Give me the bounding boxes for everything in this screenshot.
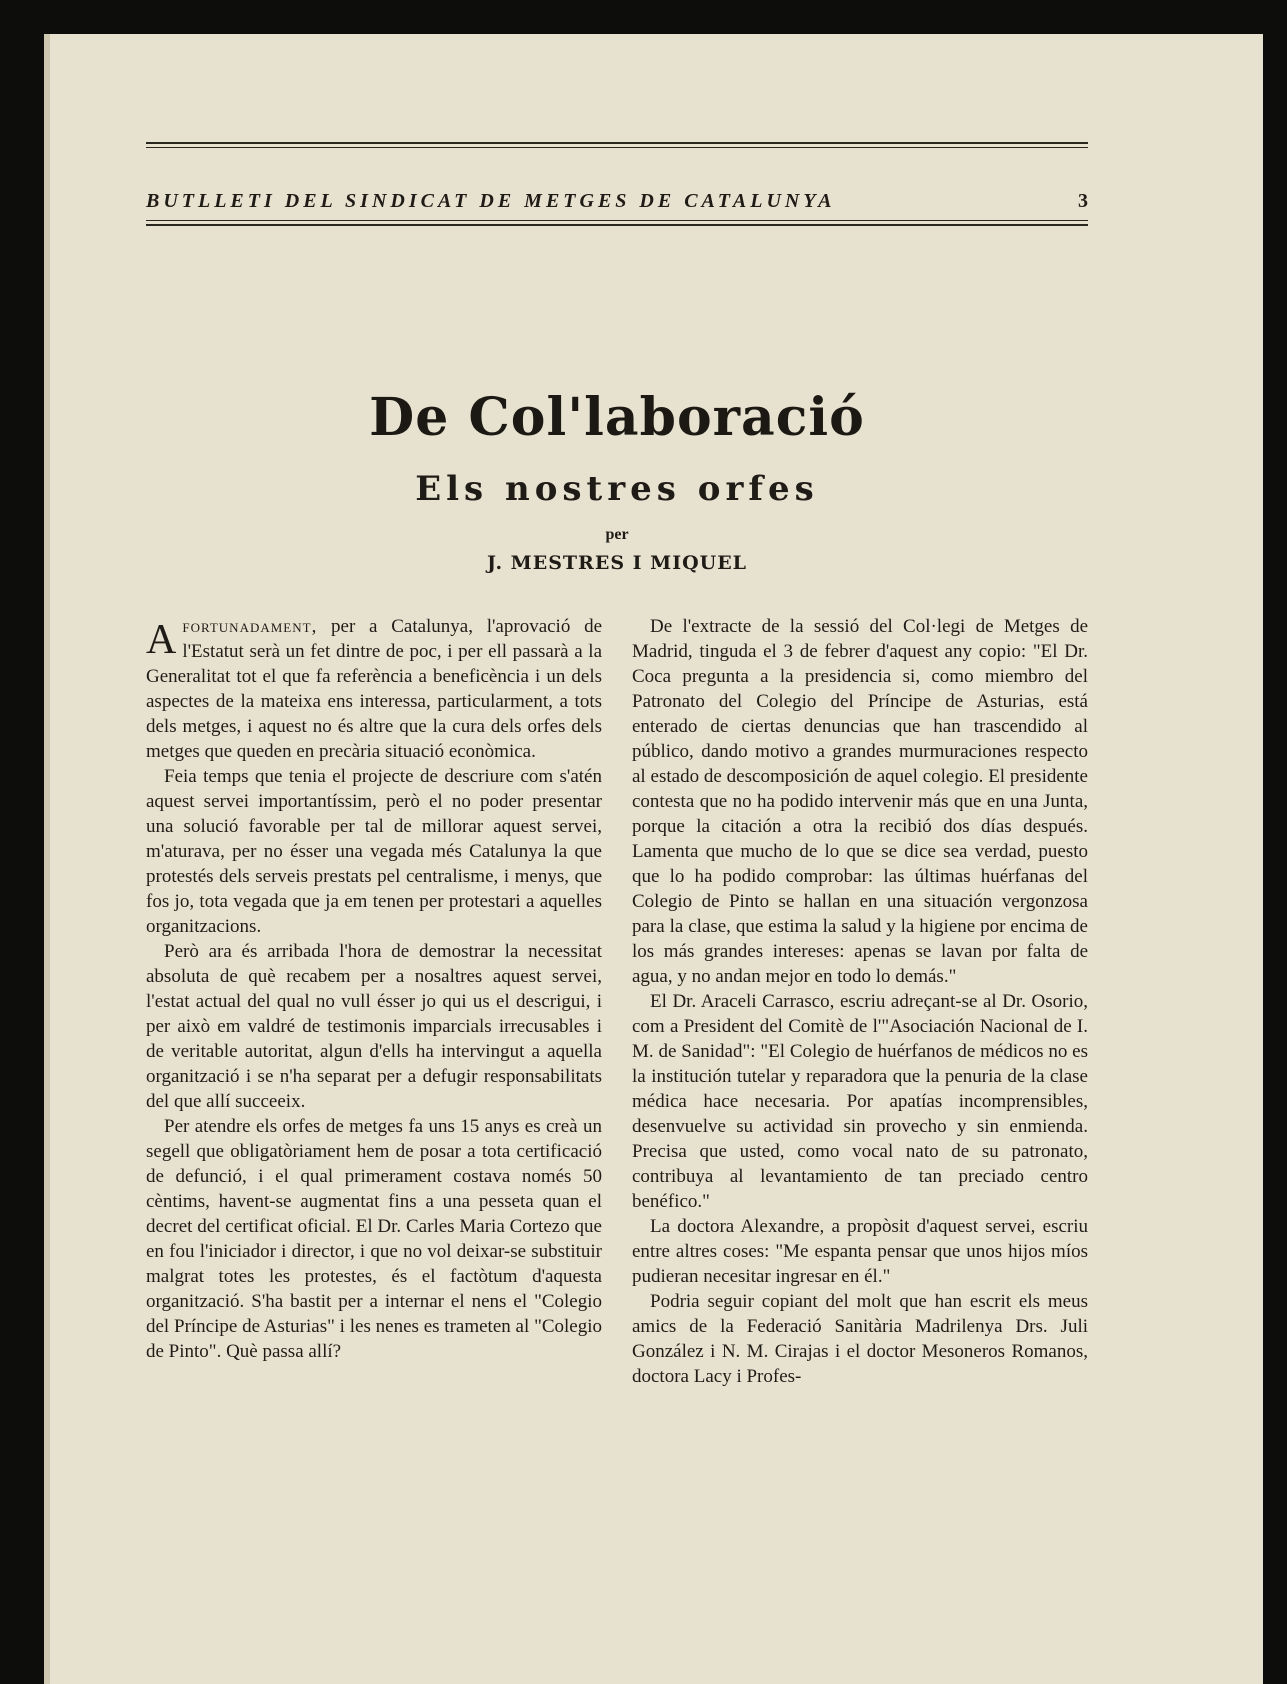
running-header — [146, 186, 1088, 216]
drop-cap: A — [146, 617, 177, 663]
paragraph: Podria seguir copiant del molt que han escrit els meus amics de la Federació Sanitària Madrilenya Drs. Juli González i N. M. Cirajas i el doctor Mesoneros Romanos, doctora Lacy i Profes- — [632, 1291, 1088, 1387]
journal-page — [44, 34, 1263, 1684]
left-column — [146, 614, 602, 1364]
paragraph: El Dr. Araceli Carrasco, escriu adreçant-se al Dr. Osorio, com a President del Comitè de l'"Asociación Nacional de I. M. de Sanidad": "El Colegio de huérfanos de médicos no es la institución tutelar y reparadora que la penuria de la clase médica hace necesaria. Por apatías incomprensibles, desenvuelve su actividad sin provecho y sin enmienda. Precisa que usted, como vocal nato de su patronato, contribuya al levantamiento de tan preciado centro benéfico." — [632, 991, 1088, 1212]
lead-word: fortunadament, — [182, 616, 318, 637]
paragraph: La doctora Alexandre, a propòsit d'aquest servei, escriu entre altres coses: "Me espanta pensar que unos hijos míos pudieran necesitar ingresar en él." — [632, 1216, 1088, 1287]
paragraph: Però ara és arribada l'hora de demostrar la necessitat absoluta de què recabem per a nosaltres aquest servei, l'estat actual del qual no vull ésser jo qui us el descrigui, i per això em valdré de testimonis imparcials irrecusables i de veritable autoritat, algun d'ells ha intervingut a aquella organització i se n'ha separat per a defugir responsabilitats del que allí succeeix. — [146, 941, 602, 1112]
article-title: Els nostres orfes — [415, 469, 819, 509]
byline-author: J. MESTRES I MIQUEL — [486, 552, 748, 574]
header-rule-bottom — [146, 220, 1088, 226]
paragraph: De l'extracte de la sessió del Col·legi de Metges de Madrid, tinguda el 3 de febrer d'aquest any copio: "El Dr. Coca pregunta a la presidencia si, como miembro del Patronato del Colegio del Príncipe de Asturias, está enterado de ciertas denuncias que han trascendido al público, dando motivo a grandes murmuraciones respecto al estado de descomposición de aquel colegio. El presidente contesta que no ha podido intervenir más que en una Junta, porque la citación a otra la recibió dos días después. Lamenta que mucho de lo que se dice sea verdad, puesto que lo ha podido comprobar: las últimas huérfanas del Colegio de Pinto se hallan en una situación vergonzosa para la clase, que estima la salud y la higiene por encima de los más grandes intereses: apenas se lavan por falta de agua, y no andan mejor en todo lo demás." — [632, 616, 1088, 987]
paragraph: Per atendre els orfes de metges fa uns 15 anys es creà un segell que obligatòriament hem de posar a tota certificació de defunció, i el qual primerament costava només 50 cèntims, havent-se augmentat fins a una pesseta quan el decret del certificat oficial. El Dr. Carles Maria Cortezo que en fou l'iniciador i director, i que no vol deixar-se substituir malgrat totes les protestes, és el factòtum d'aquesta organització. S'ha bastit per a internar el nens el "Colegio del Príncipe de Asturias" i les nenes es trameten al "Colegio de Pinto". Què passa allí? — [146, 1116, 602, 1362]
paragraph — [146, 614, 602, 764]
header-rule-top — [146, 142, 1088, 148]
right-column — [632, 614, 1088, 1389]
byline-per: per — [605, 526, 629, 543]
page-number: 3 — [1078, 189, 1088, 212]
paragraph: Feia temps que tenia el projecte de descriure com s'atén aquest servei importantíssim, però el no poder presentar una solució favorable per tal de millorar aquest servei, m'aturava, per no ésser una vegada més Catalunya la que protestés dels serveis prestats pel centralisme, i menys, que fos jo, tota vegada que ja em tenen per protestari a aquelles organitzacions. — [146, 766, 602, 937]
paragraph-text: per a Catalunya, l'aprovació de l'Estatut serà un fet dintre de poc, i per ell passarà a la Generalitat tot el que fa referència a beneficència i un dels aspectes de la mateixa ens interessa, particularment, a tots dels metges, i aquest no és altre que la cura dels orfes dels metges que queden en precària situació econòmica. — [146, 616, 602, 762]
journal-title: BUTLLETI DEL SINDICAT DE METGES DE CATALUNYA — [146, 189, 836, 212]
section-title: De Col'laboració — [369, 387, 865, 448]
